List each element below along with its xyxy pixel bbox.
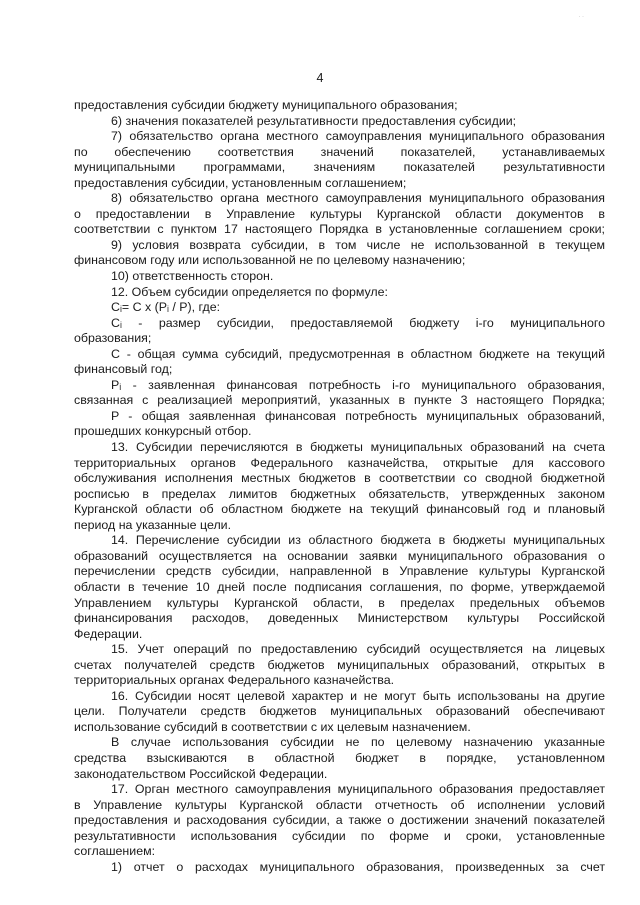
text-line: счетах получателей средств бюджетов муниципальных образований, открытых в bbox=[74, 657, 605, 672]
text-line: P - общая заявленная финансовая потребность муниципальных образований, bbox=[111, 408, 605, 423]
text-line: 9) условия возврата субсидии, в том числе не использованной в текущем bbox=[111, 237, 605, 252]
text-line: территориальных органов Федерального казначейства, открытые для кассового bbox=[74, 455, 605, 470]
text-line: законодательством Российской Федерации. bbox=[74, 766, 328, 781]
text-line: в Управление культуры Курганской области отчетность об исполнении условий bbox=[74, 797, 605, 812]
text-line: Pᵢ - заявленная финансовая потребность i-го муниципального образования, bbox=[111, 377, 605, 392]
text-line: соглашением: bbox=[74, 844, 156, 859]
text-line: Курганской области об областном бюджете на текущий финансовый год и плановый bbox=[74, 502, 605, 517]
text-line: результативности использования субсидии по форме и сроки, установленные bbox=[74, 828, 605, 843]
text-line: финансовый год; bbox=[74, 362, 173, 377]
text-line: Управлением культуры Курганской области, в пределах предельных объемов bbox=[74, 595, 605, 610]
text-line: образований осуществляется на основании заявки муниципального образования о bbox=[74, 548, 605, 563]
text-line: 10) ответственность сторон. bbox=[111, 269, 274, 284]
text-line: соответствии с пунктом 17 настоящего Порядка в установленные соглашением сроки; bbox=[74, 222, 605, 237]
text-line: о предоставлении в Управление культуры Курганской области документов в bbox=[74, 206, 605, 221]
scan-mark: · · bbox=[578, 14, 584, 20]
text-line: связанная с реализацией мероприятий, указанных в пункте 3 настоящего Порядка; bbox=[74, 393, 605, 408]
text-line: использование субсидий в соответствии с их целевым назначением. bbox=[74, 719, 471, 734]
text-line: предоставления субсидии бюджету муниципального образования; bbox=[74, 98, 458, 112]
text-line: 12. Объем субсидии определяется по формуле: bbox=[111, 284, 388, 299]
text-line: 8) обязательство органа местного самоуправления муниципального образования bbox=[111, 191, 605, 206]
text-line: цели. Получатели средств бюджетов муниципальных образований обеспечивают bbox=[74, 704, 605, 719]
text-line: области в течение 10 дней после подписания соглашения, по форме, утверждаемой bbox=[74, 579, 605, 594]
text-line: средства взыскиваются в областной бюджет в порядке, установленном bbox=[74, 750, 605, 765]
text-line: 6) значения показателей результативности предоставления субсидии; bbox=[111, 113, 517, 128]
text-line: по обеспечению соответствия значений показателей, устанавливаемых bbox=[74, 144, 605, 159]
text-line: 16. Субсидии носят целевой характер и не могут быть использованы на другие bbox=[111, 688, 605, 703]
text-line: Cᵢ= C x (Pᵢ / P), где: bbox=[111, 300, 221, 315]
text-line: финансирования расходов, доведенных Министерством культуры Российской bbox=[74, 611, 605, 626]
document-body bbox=[74, 98, 605, 875]
text-line: территориальных органах Федерального казначейства. bbox=[74, 673, 395, 688]
text-line: 17. Орган местного самоуправления муниципального образования предоставляет bbox=[111, 782, 605, 797]
text-line: Федерации. bbox=[74, 626, 143, 641]
text-line: образования; bbox=[74, 331, 152, 346]
text-line: росписью в пределах лимитов бюджетных обязательств, утвержденных законом bbox=[74, 486, 605, 501]
text-line: 13. Субсидии перечисляются в бюджеты муниципальных образований на счета bbox=[111, 440, 605, 455]
text-line: 15. Учет операций по предоставлению субсидий осуществляется на лицевых bbox=[111, 642, 605, 657]
text-line: прошедших конкурсный отбор. bbox=[74, 424, 252, 439]
text-line: 14. Перечисление субсидии из областного бюджета в бюджеты муниципальных bbox=[111, 533, 605, 548]
text-line: предоставления субсидии, установленным соглашением; bbox=[74, 175, 407, 190]
text-line: C - общая сумма субсидий, предусмотренная в областном бюджете на текущий bbox=[111, 346, 605, 361]
text-line: 7) обязательство органа местного самоуправления муниципального образования bbox=[111, 129, 605, 144]
text-line: предоставления и расходования субсидии, а также о достижении значений показателей bbox=[74, 813, 605, 828]
text-line: муниципальными программами, значениям показателей результативности bbox=[74, 160, 605, 175]
text-line: период на указанные цели. bbox=[74, 517, 232, 532]
text-line: обслуживания исполнения местных бюджетов в соответствии со сводной бюджетной bbox=[74, 471, 605, 486]
text-line: финансовом году или использованной не по целевому назначению; bbox=[74, 253, 466, 268]
text-line: 1) отчет о расходах муниципального образования, произведенных за счет bbox=[111, 859, 605, 874]
text-line: перечислении средств субсидии, направленной в Управление культуры Курганской bbox=[74, 564, 605, 579]
text-line: Cᵢ - размер субсидии, предоставляемой бюджету i-го муниципального bbox=[111, 315, 605, 330]
text-line: В случае использования субсидии не по целевому назначению указанные bbox=[111, 735, 605, 750]
page-number: 4 bbox=[316, 71, 324, 85]
